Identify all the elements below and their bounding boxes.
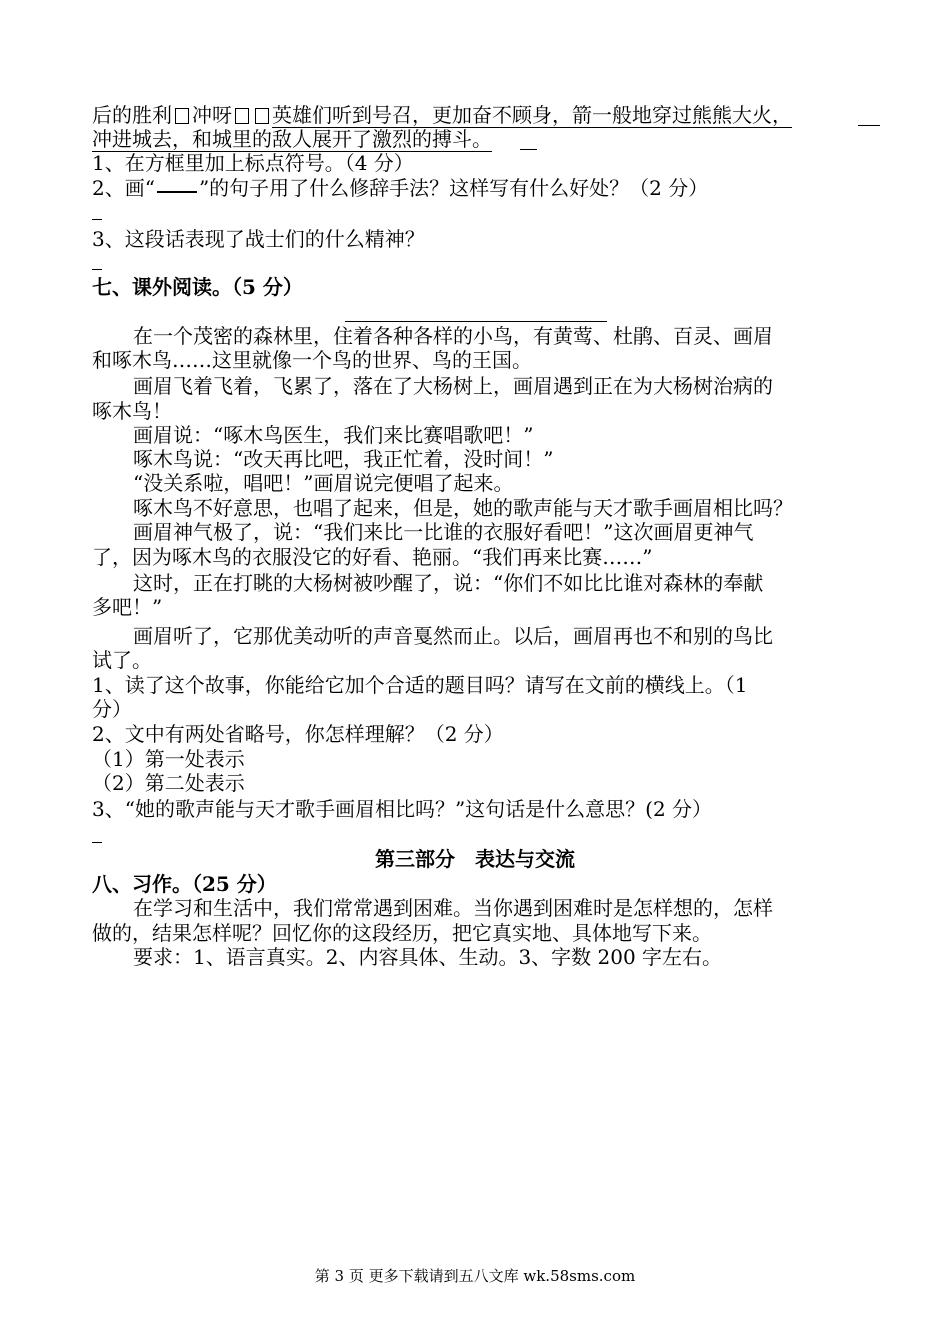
q7-paragraph-line: 和啄木鸟……这里就像一个鸟的世界、鸟的王国。 <box>92 348 532 372</box>
underline-extension <box>520 149 537 150</box>
underlined-sentence: 英雄们听到号召，更加奋不顾身，箭一般地穿过熊熊大火， <box>272 103 792 127</box>
passage-text: 后的胜利 <box>92 103 172 127</box>
punctuation-box[interactable] <box>235 108 249 124</box>
q7-paragraph-line: 画眉听了，它那优美动听的声音戛然而止。以后，画眉再也不和别的鸟比 <box>133 624 773 648</box>
q7-paragraph-line: 画眉说：“啄木鸟医生，我们来比赛唱歌吧！” <box>133 423 534 447</box>
q7-question-line: 3、“她的歌声能与天才歌手画眉相比吗？”这句话是什么意思？(2 分） <box>92 797 713 821</box>
q7-question-line: （1）第一处表示 <box>92 747 245 771</box>
answer-line[interactable] <box>92 269 102 270</box>
q8-line: 在学习和生活中，我们常常遇到困难。当你遇到困难时是怎样想的，怎样 <box>133 896 773 920</box>
q7-question-line: （2）第二处表示 <box>92 771 245 795</box>
q7-paragraph-line: 啄木鸟说：“改天再比吧，我正忙着，没时间！” <box>133 447 554 471</box>
page-footer: 第 3 页 更多下载请到五八文库 wk.58sms.com <box>314 1267 636 1285</box>
passage-text: 冲呀 <box>192 103 232 127</box>
q8-line: 做的，结果怎样呢？回忆你的这段经历，把它真实地、具体地写下来。 <box>92 921 712 945</box>
q7-paragraph-line: 啄木鸟不好意思，也唱了起来，但是，她的歌声能与天才歌手画眉相比吗？ <box>133 496 793 520</box>
q7-paragraph-line: 试了。 <box>92 648 152 672</box>
title-answer-line[interactable] <box>345 321 607 322</box>
q7-paragraph-line: “没关系啦，唱吧！”画眉说完便唱了起来。 <box>133 471 514 495</box>
q7-paragraph-line: 了，因为啄木鸟的衣服没它的好看、艳丽。“我们再来比赛……” <box>92 545 653 569</box>
q6-question-1: 1、在方框里加上标点符号。（4 分） <box>92 151 414 175</box>
underline-mark <box>157 191 197 193</box>
q7-paragraph-line: 画眉神气极了，说：“我们来比一比谁的衣服好看吧！”这次画眉更神气 <box>133 520 754 544</box>
underline-extension <box>858 125 880 126</box>
passage-line-2 <box>92 127 492 151</box>
underlined-sentence: 冲进城去，和城里的敌人展开了激烈的搏斗。 <box>92 127 492 151</box>
q7-question-line: 分） <box>92 697 132 721</box>
q6-question-3: 3、这段话表现了战士们的什么精神？ <box>92 227 425 251</box>
q7-paragraph-line: 在一个茂密的森林里，住着各种各样的小鸟，有黄莺、杜鹃、百灵、画眉 <box>133 324 773 348</box>
q7-paragraph-line: 画眉飞着飞着，飞累了，落在了大杨树上，画眉遇到正在为大杨树治病的 <box>133 374 773 398</box>
q7-paragraph-line: 多吧！” <box>92 595 163 619</box>
q8-line: 要求：1、语言真实。2、内容具体、生动。3、字数 200 字左右。 <box>133 945 723 969</box>
answer-line[interactable] <box>92 219 102 220</box>
passage-line-1 <box>92 103 792 127</box>
answer-line[interactable] <box>92 842 102 843</box>
question-text: 2、画“ <box>92 176 155 200</box>
question-text: ”的句子用了什么修辞手法？这样写有什么好处？（2 分） <box>198 176 709 200</box>
part-three-title: 第三部分 表达与交流 <box>375 847 575 871</box>
q8-heading: 八、习作。（25 分） <box>92 872 277 896</box>
punctuation-box[interactable] <box>255 108 269 124</box>
q7-question-line: 2、文中有两处省略号，你怎样理解？（2 分） <box>92 722 504 746</box>
q7-question-line: 1、读了这个故事，你能给它加个合适的题目吗？请写在文前的横线上。（1 <box>92 673 748 697</box>
q6-question-2 <box>92 176 708 200</box>
q7-heading: 七、课外阅读。（5 分） <box>92 275 303 299</box>
punctuation-box[interactable] <box>175 108 189 124</box>
q7-paragraph-line: 啄木鸟！ <box>92 399 172 423</box>
q7-paragraph-line: 这时，正在打眺的大杨树被吵醒了，说：“你们不如比比谁对森林的奉献 <box>133 571 764 595</box>
